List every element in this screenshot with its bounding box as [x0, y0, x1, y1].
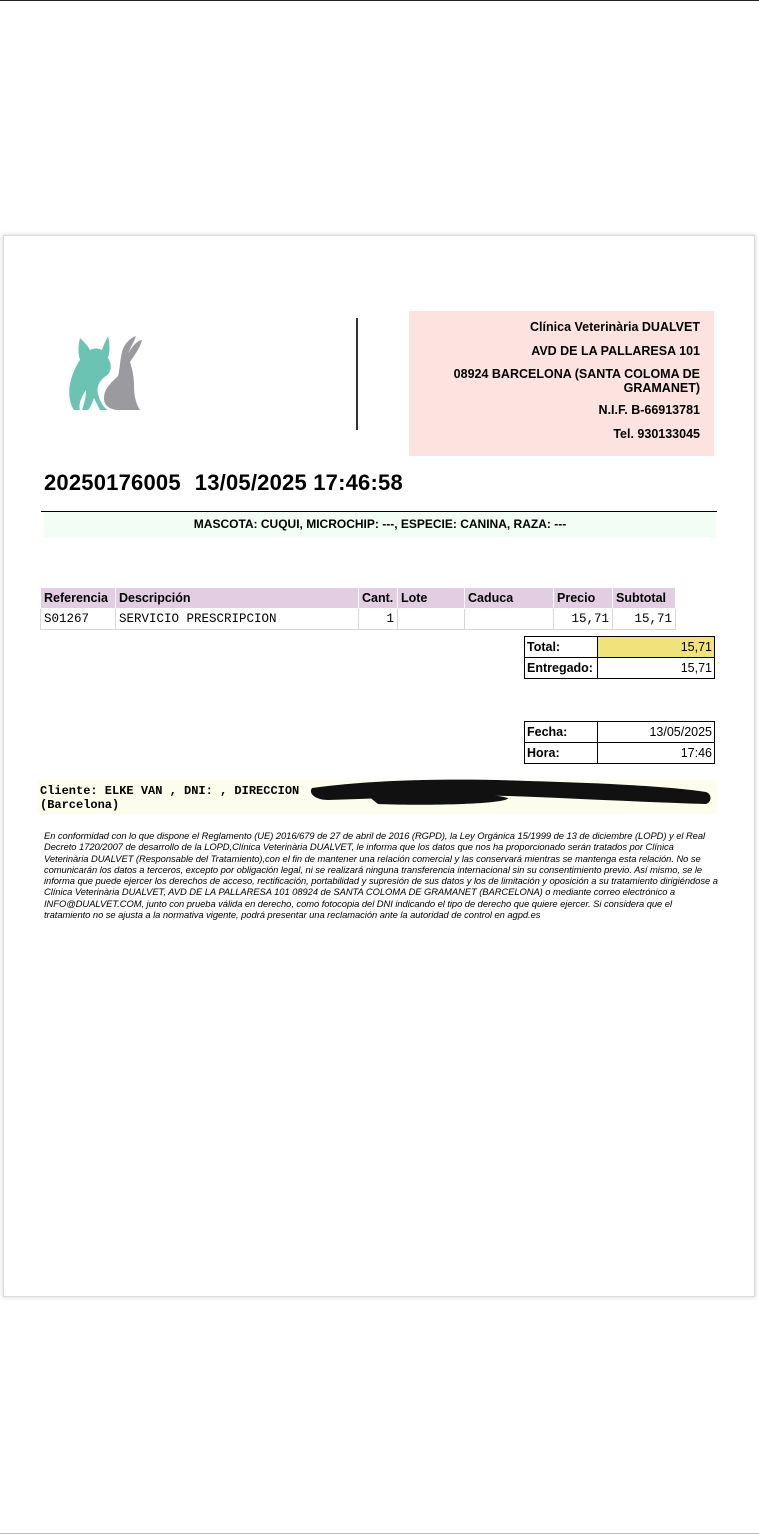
- cat-and-rabbit-logo-icon: [64, 332, 144, 412]
- pet-info-bar: MASCOTA: CUQUI, MICROCHIP: ---, ESPECIE: CANINA, RAZA: ---: [44, 512, 716, 537]
- screen-bottom-border: [0, 1533, 759, 1534]
- col-header-reference: Referencia: [41, 588, 116, 609]
- table-header-row: [41, 588, 676, 609]
- col-header-lot: Lote: [398, 588, 465, 609]
- clinic-phone: Tel. 930133045: [613, 427, 700, 441]
- header-divider: [356, 318, 358, 430]
- document-header: [44, 470, 417, 496]
- clinic-address: AVD DE LA PALLARESA 101: [531, 344, 700, 358]
- total-label: Total:: [525, 637, 598, 658]
- redaction-scribble: [308, 776, 716, 812]
- totals-table: [524, 636, 715, 679]
- date-time-table: [524, 721, 715, 764]
- col-header-quantity: Cant.: [359, 588, 398, 609]
- clinic-name: Clínica Veterinària DUALVET: [530, 320, 700, 334]
- delivered-value: 15,71: [598, 658, 715, 679]
- cell-price: 15,71: [554, 609, 613, 630]
- clinic-city-line2: GRAMANET): [623, 381, 700, 395]
- date-row: [525, 722, 715, 743]
- delivered-label: Entregado:: [525, 658, 598, 679]
- cell-reference: S01267: [41, 609, 116, 630]
- date-value: 13/05/2025: [598, 722, 715, 743]
- document-datetime: 13/05/2025 17:46:58: [194, 470, 403, 495]
- col-header-price: Precio: [554, 588, 613, 609]
- clinic-city-line1: 08924 BARCELONA (SANTA COLOMA DE: [453, 367, 700, 381]
- cell-subtotal: 15,71: [613, 609, 676, 630]
- time-label: Hora:: [525, 743, 598, 764]
- screen-top-border: [0, 0, 759, 1]
- col-header-expiry: Caduca: [465, 588, 554, 609]
- items-table: [40, 587, 676, 630]
- total-row: [525, 637, 715, 658]
- legal-notice: En conformidad con lo que dispone el Reglamento (UE) 2016/679 de 27 de abril de 2016 (RGPD), la Ley Orgánica 15/1999 de 13 de diciembre (LOPD) y el Real Decreto 1720/2007 de desarrollo de la LOPD,Clínica Veterinària DUALVET, le informa que los datos que nos ha proporcionado serán tratados por Clínica Veterinària DUALVET (Responsable del Tratamiento),con el fin de mantener una relación comercial y las conservará mientras se mantenga esta relación. No se comunicarán los datos a terceros, excepto por obligación legal, ni se realizará ninguna transferencia internacional sin su consentimiento previo. Así mismo, se le informa que puede ejercer los derechos de acceso, rectificación, portabilidad y supresión de sus datos y los de limitación y oposición a su tratamiento dirigiéndose a Clínica Veterinària DUALVET, AVD DE LA PALLARESA 101 08924 de SANTA COLOMA DE GRAMANET (BARCELONA) o mediante correo electrónico a INFO@DUALVET.COM, junto con prueba válida en derecho, como fotocopia del DNI indicando el tipo de derecho que quiere ejercer. Si considera que el tratamiento no se ajusta a la normativa vigente, podrá presentar una reclamación ante la autoridad de control en agpd.es: [44, 830, 718, 921]
- client-line2: (Barcelona): [40, 798, 120, 812]
- cell-description: SERVICIO PRESCRIPCION: [116, 609, 359, 630]
- delivered-row: [525, 658, 715, 679]
- col-header-description: Descripción: [116, 588, 359, 609]
- clinic-info-box: [409, 311, 714, 456]
- cell-lot: [398, 609, 465, 630]
- document-number: 20250176005: [44, 470, 181, 495]
- client-line1: Cliente: ELKE VAN , DNI: , DIRECCION: [40, 784, 300, 798]
- total-value: 15,71: [598, 637, 715, 658]
- date-label: Fecha:: [525, 722, 598, 743]
- col-header-subtotal: Subtotal: [613, 588, 676, 609]
- table-row: [41, 609, 676, 630]
- cell-quantity: 1: [359, 609, 398, 630]
- time-row: [525, 743, 715, 764]
- time-value: 17:46: [598, 743, 715, 764]
- clinic-nif: N.I.F. B-66913781: [598, 403, 700, 417]
- cell-expiry: [465, 609, 554, 630]
